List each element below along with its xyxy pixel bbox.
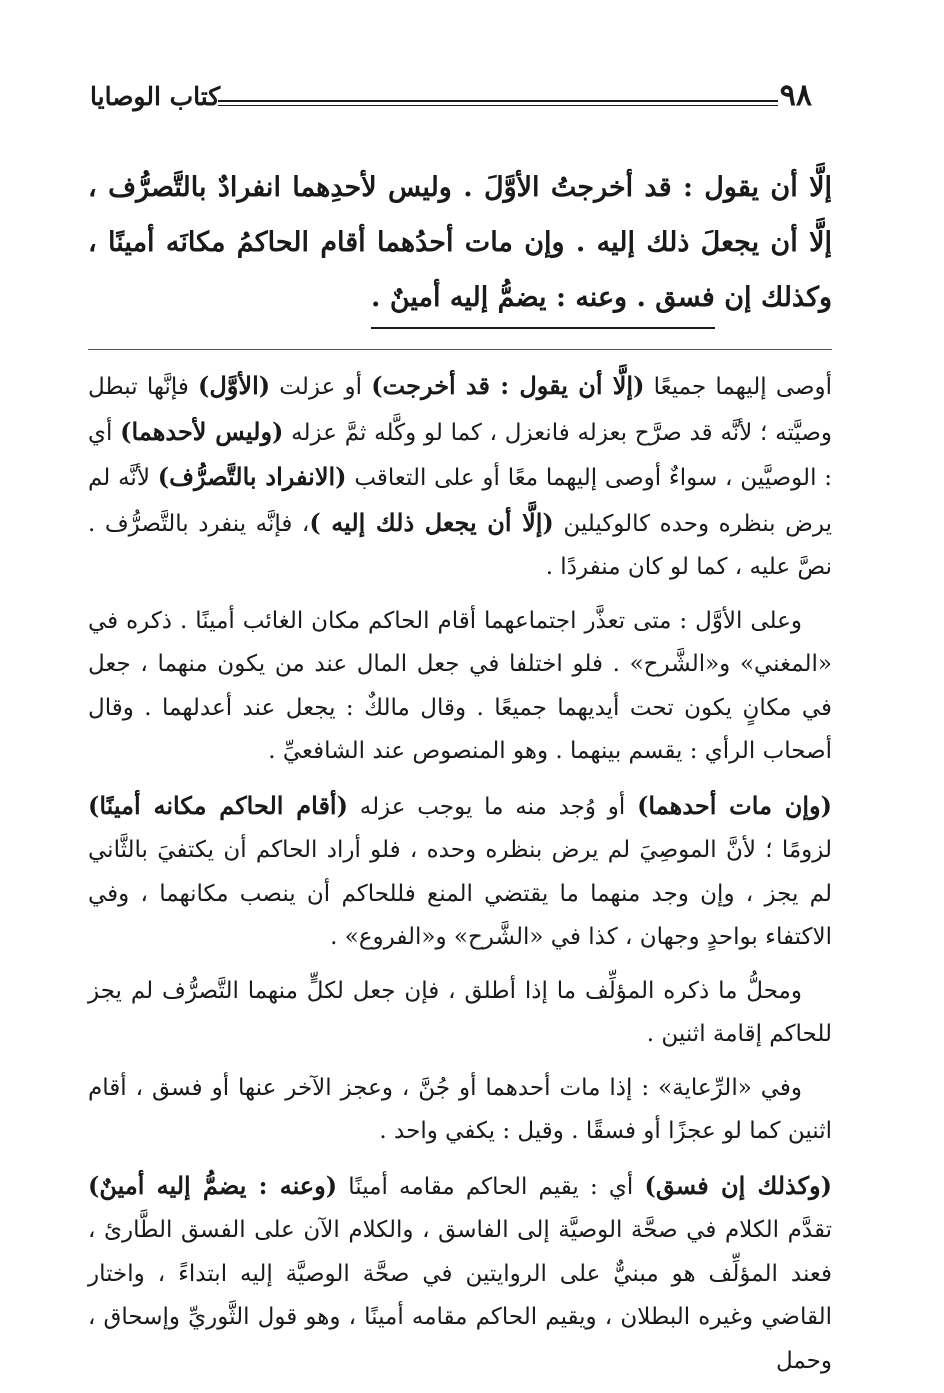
p1-text-1: أوصى إليهما جميعًا (644, 374, 833, 400)
page-number: ٩٨ (779, 78, 812, 113)
matn-text (88, 160, 832, 329)
p3-bold-2: (أقام الحاكم مكانه أمينًا) (88, 790, 348, 820)
matn-last-line: فسق . وعنه : يضمُّ إليه أمينٌ . (371, 270, 715, 329)
matn-body: إلَّا أن يقول : قد أخرجتُ الأوَّلَ . وليس لأحدِهما انفرادٌ بالتَّصرُّف ، إلَّا أن يجعلَ ذلك إليه . وإن مات أحدُهما أقام الحاكمُ مكانَه أمينًا ، وكذلك إن (88, 172, 832, 313)
p1-bold-5: (إلَّا أن يجعل ذلك إليه ) (309, 507, 554, 537)
commentary-paragraph-5: وفي «الرِّعاية» : إذا مات أحدهما أو جُنَّ ، وعجز الآخر عنها أو فسق ، أقام اثنين كما لو عجزًا أو فسقًا . وقيل : يكفي واحد . (88, 1074, 832, 1144)
p3-text-2: لزومًا ؛ لأنَّ الموصِيَ لم يرض بنظره وحده ، فلو أراد الحاكم أن يكتفيَ بالثَّاني لم يجز ، وإن وجد منهما ما يقتضي المنع فللحاكم أن ينصب مكانهما ، وفي الاكتفاء بواحدٍ وجهان ، كذا في «الشَّرح» و«الفروع» . (88, 837, 832, 950)
commentary-paragraph-1 (88, 364, 832, 590)
p6-bold-1: (وكذلك إن فسق) (644, 1170, 833, 1200)
header-rule (218, 100, 778, 106)
p1-text-4: أي : الوصيَّين ، سواءٌ أوصى إليهما معًا أو على التعاقب (88, 419, 832, 491)
commentary-paragraph-6 (88, 1164, 832, 1384)
p1-text-3: فإنَّها تبطل وصيَّته ؛ لأنَّه قد صرَّح بعزله فانعزل ، كما لو وكَّله ثمَّ عزله (88, 374, 832, 446)
commentary-paragraph-2: وعلى الأوَّل : متى تعذَّر اجتماعهما أقام الحاكم مكان الغائب أمينًا . ذكره في «المغني» و«الشَّرح» . فلو اختلفا في جعل المال عند من يكون منهما ، جعل في مكانٍ يكون تحت أيديهما جميعًا . وقال مالكٌ : يجعل عند أعدلهما . وقال أصحاب الرأي : يقسم بينهما . وهو المنصوص عند الشافعيِّ . (88, 607, 832, 764)
p1-bold-4: (الانفراد بالتَّصرُّف) (157, 462, 347, 491)
p1-text-6: ، فإنَّه ينفرد بالتَّصرُّف . نصَّ عليه ، كما لو كان منفردًا . (88, 510, 832, 580)
p3-text-1: أو وُجد منه ما يوجب عزله (347, 793, 638, 820)
commentary-paragraph-4: ومحلُّ ما ذكره المؤلِّف ما إذا أطلق ، فإن جعل لكلٍّ منهما التَّصرُّف لم يجز للحاكم إقامة اثنين . (88, 977, 832, 1047)
p1-text-2: أو عزلت (270, 374, 372, 400)
p3-bold-1: (وإن مات أحدهما) (637, 790, 833, 820)
p1-text-5: لأنَّه لم يرض بنظره وحده كالوكيلين (88, 465, 832, 537)
p1-bold-3: (وليس لأحدهما) (120, 416, 284, 446)
p6-text-2: تقدَّم الكلام في صحَّة الوصيَّة إلى الفاسق ، والكلام الآن على الفسق الطَّارئ ، فعند المؤلِّف هو مبنيٌّ على الروايتين في صحَّة الوصيَّة إليه ابتداءً ، واختار القاضي وغيره البطلان ، ويقيم الحاكم مقامه أمينًا ، وهو قول الثَّوريِّ وإسحاق ، وحمل (88, 1217, 832, 1374)
page-content (88, 160, 832, 1393)
commentary-paragraph-3 (88, 784, 832, 960)
p1-bold-2: (الأوَّل) (198, 371, 271, 400)
book-title: كتاب الوصايا (90, 82, 221, 111)
p6-bold-2: (وعنه : يضمُّ إليه أمينٌ) (88, 1170, 338, 1200)
matn-separator (88, 349, 832, 350)
p1-bold-1: (إلَّا أن يقول : قد أخرجت) (371, 371, 645, 400)
p6-text-1: أي : يقيم الحاكم مقامه أمينًا (337, 1173, 645, 1200)
page-header (90, 78, 830, 118)
